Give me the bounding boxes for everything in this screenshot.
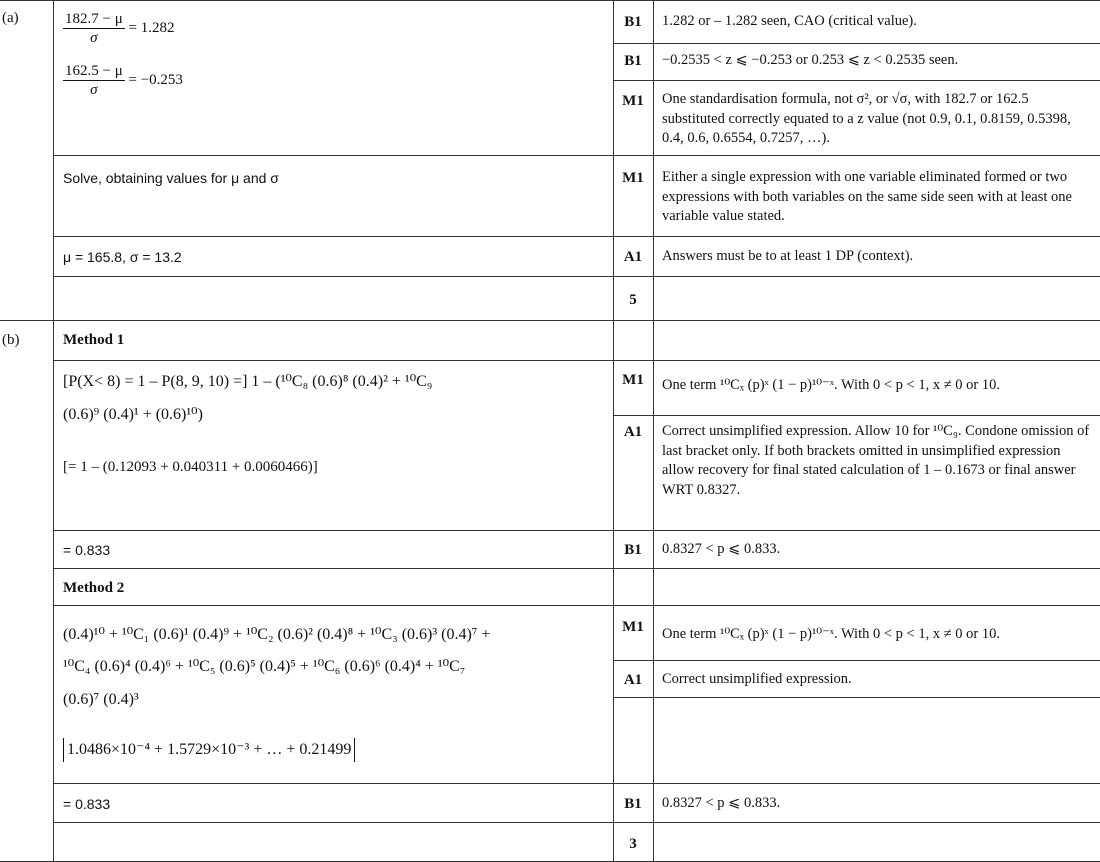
part-a-label: (a) [2,10,19,26]
mark-note: One term ¹⁰Cₓ (p)ˣ (1 − p)¹⁰⁻ˣ. With 0 < p < 1, x ≠ 0 or 10. [662,626,1000,642]
method-1-heading: Method 1 [63,332,125,348]
row-line [53,530,1100,531]
mark-note: −0.2535 < z ⩽ −0.253 or 0.253 ⩽ z < 0.2535 seen. [662,52,959,68]
part-b-label: (b) [2,332,20,348]
method-2-heading: Method 2 [63,580,125,596]
mark-note: Correct unsimplified expression. Allow 10 for ¹⁰C₉. Condone omission of last bracket only. If both brackets omitted in unsimplified expression allow recovery for final stated calculation of 1 – 0.1673 or final answer WRT 0.8327. [662,423,1090,498]
eq2-numerator: 162.5 − μ [65,63,123,79]
eq2-rhs: = −0.253 [128,71,183,88]
equation-1 [63,10,174,47]
mark-code: B1 [624,542,642,558]
mark-code: B1 [624,14,642,30]
row-line [0,0,1100,1]
method-2-line-2: ¹⁰C₄ (0.6)⁴ (0.4)⁶ + ¹⁰C₅ (0.6)⁵ (0.4)⁵ + ¹⁰C₆ (0.6)⁶ (0.4)⁴ + ¹⁰C₇ [63,658,466,675]
mark-code: M1 [622,619,644,635]
col-divider-mark [653,0,654,862]
mark-code: A1 [623,672,643,688]
mark-code: A1 [623,424,643,440]
mark-note: 1.282 or – 1.282 seen, CAO (critical value). [662,13,917,29]
mark-note: Either a single expression with one variable eliminated formed or two expressions with both variables on the same side seen with at least one variable value stated. [662,169,1072,224]
mark-note: 0.8327 < p ⩽ 0.833. [662,541,781,557]
method-1-line-1: [P(X< 8) = 1 – P(8, 9, 10) =] 1 – (¹⁰C₈ (0.6)⁸ (0.4)² + ¹⁰C₉ [63,373,433,390]
equation-2 [63,62,183,99]
part-b-total: 3 [629,836,637,852]
method-2-sum-bracket: 1.0486×10⁻⁴ + 1.5729×10⁻³ + … + 0.21499 [63,738,355,762]
eq1-denominator: σ [90,30,98,46]
part-a-total: 5 [629,292,637,308]
mark-note: One standardisation formula, not σ², or √σ, with 182.7 or 162.5 substituted correctly equated to a z value (not 0.9, 0.1, 0.8159, 0.5398, 0.4, 0.6, 0.6554, 0.7257, …). [662,91,1071,146]
row-line [53,822,1100,823]
mark-note: 0.8327 < p ⩽ 0.833. [662,795,781,811]
row-line [53,605,1100,606]
eq1-numerator: 182.7 − μ [65,11,123,27]
mark-note: Correct unsimplified expression. [662,671,852,687]
solve-step: Solve, obtaining values for μ and σ [63,170,279,186]
method-1-result: = 0.833 [63,542,111,558]
eq1-rhs: = 1.282 [128,19,175,36]
row-line [53,155,1100,156]
row-line [0,320,1100,321]
mark-note: Answers must be to at least 1 DP (context). [662,248,914,264]
row-line [53,783,1100,784]
row-line [613,80,1100,81]
mark-code: M1 [622,372,644,388]
method-1-line-2: (0.6)⁹ (0.4)¹ + (0.6)¹⁰) [63,406,203,423]
eq2-denominator: σ [90,82,98,98]
mark-code: M1 [622,93,644,109]
part-a-result: μ = 165.8, σ = 13.2 [63,249,182,265]
row-line [53,568,1100,569]
method-1-line-3: [= 1 – (0.12093 + 0.040311 + 0.0060466)] [63,459,318,475]
row-line [53,360,1100,361]
row-line [53,276,1100,277]
method-2-line-4 [63,738,355,762]
method-2-line-3: (0.6)⁷ (0.4)³ [63,691,139,708]
mark-code: B1 [624,796,642,812]
row-line [613,660,1100,661]
method-2-line-1: (0.4)¹⁰ + ¹⁰C₁ (0.6)¹ (0.4)⁹ + ¹⁰C₂ (0.6)² (0.4)⁸ + ¹⁰C₃ (0.6)³ (0.4)⁷ + [63,626,491,643]
row-line [613,697,1100,698]
mark-code: B1 [624,53,642,69]
col-divider-label [53,0,54,862]
row-line [613,415,1100,416]
row-line [613,43,1100,44]
mark-code: M1 [622,170,644,186]
mark-note: One term ¹⁰Cₓ (p)ˣ (1 − p)¹⁰⁻ˣ. With 0 < p < 1, x ≠ 0 or 10. [662,377,1000,393]
row-line [53,236,1100,237]
mark-code: A1 [623,249,643,265]
method-2-result: = 0.833 [63,796,111,812]
